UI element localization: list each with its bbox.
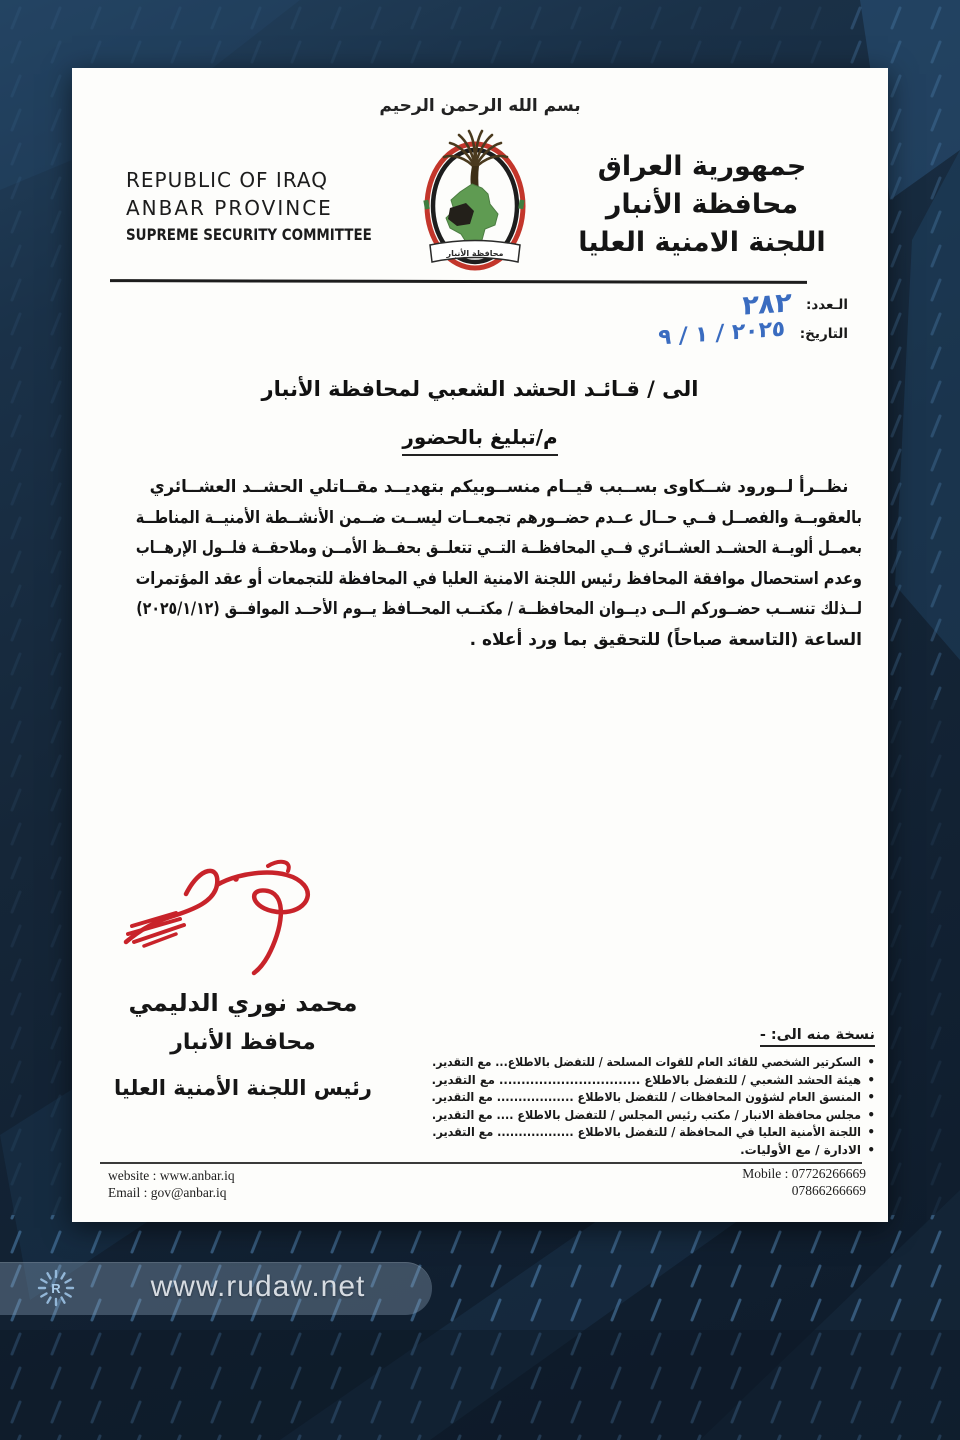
date-label: التاريخ: [799,325,848,342]
cc-item: • هيئة الحشد الشعبي / للتفضل بالاطلاع ................................ مع التقدير. [432,1072,875,1090]
bullet-icon: • [867,1072,875,1087]
body-line: بالعقوبــة والفصــل فــي حــال عــدم حضــورهم تجمعــات ليســت ضــمن الأنشــطة الأمنيــة المناطــة [135,507,863,528]
cc-item: • مجلس محافظة الانبار / مكتب رئيس المجلس / للتفضل بالاطلاع .... مع التقدير. [432,1107,875,1125]
letter-body [136,472,862,655]
letterhead-arabic-line: جمهورية العراق [597,151,807,182]
footer-website: website : www.anbar.iq [108,1168,235,1183]
cc-item: • اللجنة الأمنية العليا في المحافظة / للتفضل بالاطلاع .................. مع التقدير. [432,1124,875,1142]
subject-line: م/تبليغ بالحضور [402,425,557,456]
watermark-url: www.rudaw.net [150,1270,366,1303]
bullet-icon: • [867,1125,875,1139]
bullet-icon: • [867,1055,875,1069]
bullet-icon: • [867,1090,875,1104]
number-value-handwritten: ٢٨٢ [742,287,793,322]
reference-date-row [658,316,848,351]
date-value-handwritten: ٢٠٢٥ / ١ / ٩ [658,316,787,351]
scanned-letter [72,68,888,1222]
bismillah-calligraphy: بسم الله الرحمن الرحيم [379,96,581,116]
number-label: الـعدد: [805,296,848,313]
watermark-band [0,1262,432,1315]
bullet-icon: • [867,1142,875,1157]
letterhead-arabic-line: اللجنة الامنية العليا [578,227,826,258]
letterhead-english [126,166,419,248]
footer-contact-right [742,1165,866,1199]
signer-name: محمد نوري الدليمي [128,989,358,1017]
cc-item: • الادارة / مع الأوليات. [432,1142,875,1160]
signer-title-governor: محافظ الأنبار [170,1030,316,1055]
header-divider [110,279,807,284]
anbar-province-emblem-icon [408,128,542,280]
reference-block [658,287,848,351]
reference-number-row [658,287,848,322]
body-line: وعدم استحصال موافقة المحافظ رئيس اللجنة الامنية العليا في المحافظة للتجمعات أو عقد المؤتمرات [135,568,863,589]
cc-item: • السكرتير الشخصي للقائد العام للقوات المسلحة / للتفضل بالاطلاع... مع التقدير. [432,1054,875,1072]
body-line: الساعة (التاسعة صباحاً) للتحقيق بما ورد أعلاه . [469,629,862,650]
governor-signature [116,858,366,1003]
footer-divider [100,1162,862,1164]
footer-email: Email : gov@anbar.iq [108,1185,227,1200]
emblem-banner-text: محافظة الأنبار [446,249,504,258]
signer-title-committee: رئيس اللجنة الأمنية العليا [114,1076,372,1100]
letterhead-english-line: SUPREME SECURITY COMMITTEE [126,225,372,244]
body-line: نظــرأ لــورود شــكاوى بســبب قيــام منســوبيكم بتهديــد مقــاتلي الحشــد العشــائري [149,477,849,497]
addressee-line: الى / قـائـد الحشد الشعبي لمحافظة الأنبار [261,377,699,401]
cc-list [432,1024,875,1159]
signature-block [88,986,398,1110]
footer-mobile2: 07866266669 [791,1183,866,1198]
cc-title: نسخة منه الى: - [760,1027,875,1047]
footer-mobile: Mobile : 07726266669 [742,1166,866,1181]
body-line: لــذلك تنســب حضــوركم الــى ديــوان المحافظــة / مكتــب المحــافظ يــوم الأحــد الموافــق (٢٠٢٥/١/١٢) [136,599,863,619]
letterhead-english-line: REPUBLIC OF IRAQ [126,168,328,192]
body-line: بعمــل ألويــة الحشــد العشــائري فــي المحافظــة التــي تتعلــق بحفــظ الأمــن وملاحقــة فلــول الإرهــاب [135,538,863,558]
rudaw-logo-icon [36,1268,76,1308]
bullet-icon: • [867,1107,875,1122]
letterhead-english-line: ANBAR PROVINCE [126,196,333,220]
subject-wrap [72,425,888,456]
footer-contact-left [108,1167,235,1201]
cc-item: • المنسق العام لشؤون المحافظات / للتفضل بالاطلاع .................. مع التقدير. [432,1089,875,1107]
letterhead-arabic [542,148,862,262]
letterhead-arabic-line: محافظة الأنبار [605,189,799,220]
rudaw-logo-letter: R [51,1281,61,1296]
